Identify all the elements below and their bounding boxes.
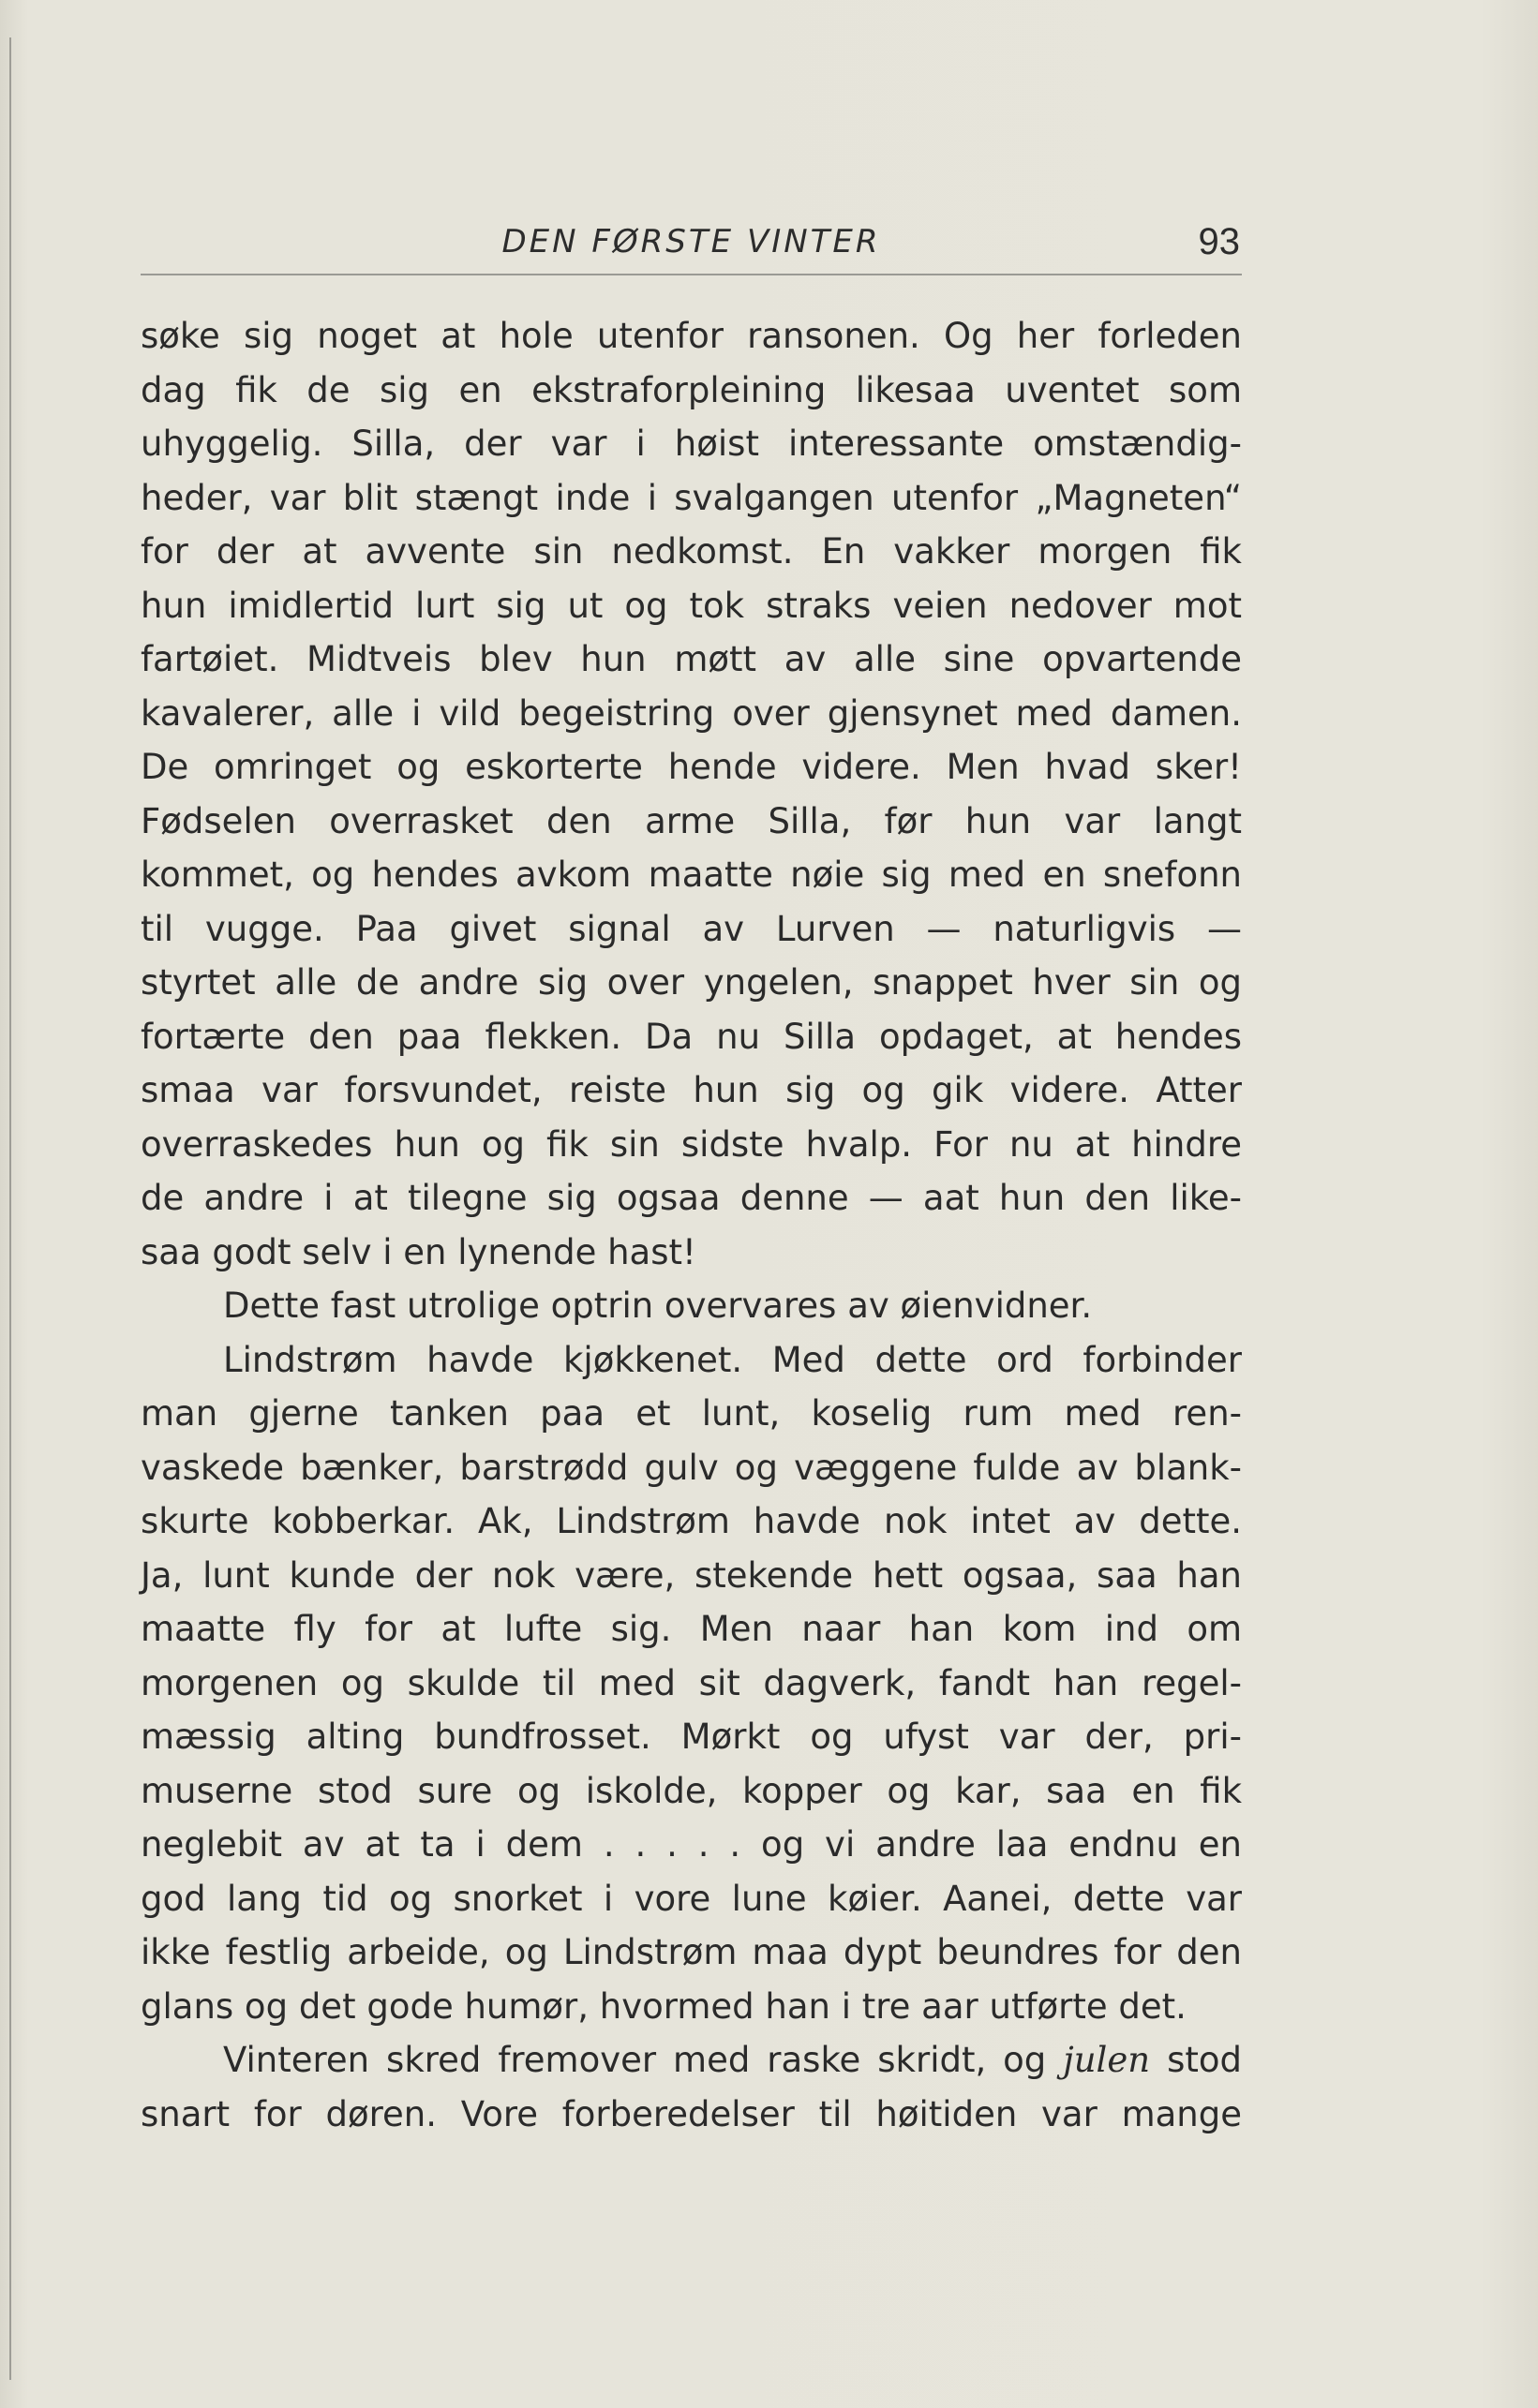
text-line: kavalerer, alle i vild begeistring over gjensynet med damen. [141,692,1242,734]
text-line: smaa var forsvundet, reiste hun sig og gik videre. Atter [141,1070,1242,1110]
line-text: Vinteren skred fremover med raske skridt, og [223,2040,1047,2080]
text-line: for der at avvente sin nedkomst. En vakker morgen fik [141,531,1242,572]
text-line: hun imidlertid lurt sig ut og tok straks veien nedover mot [141,585,1242,626]
text-line: De omringet og eskorterte hende videre. Men hvad sker! [141,747,1242,787]
text-line: neglebit av at ta i dem . . . . . og vi andre laa endnu en [141,1824,1242,1865]
text-line: saa godt selv i en lynende hast! [141,1231,696,1272]
text-line: glans og det gode humør, hvormed han i tre aar utførte det. [141,1985,1187,2027]
body-text [141,309,1242,2141]
text-line: uhyggelig. Silla, der var i høist interessante omstændig- [141,424,1242,464]
text-line: styrtet alle de andre sig over yngelen, snappet hver sin og [141,962,1242,1003]
text-line: de andre i at tilegne sig ogsaa denne — aat hun den like- [141,1178,1242,1218]
paragraph-start-line: Dette fast utrolige optrin overvares av øienvidner. [223,1286,1093,1326]
text-line: Fødselen overrasket den arme Silla, før hun var langt [141,800,1242,841]
text-line: vaskede bænker, barstrødd gulv og væggene fulde av blank- [141,1447,1242,1488]
text-line: snart for døren. Vore forberedelser til høitiden var mange [141,2093,1242,2134]
paragraph-start-line: Lindstrøm havde kjøkkenet. Med dette ord forbinder [223,1339,1242,1380]
italic-word: julen [1063,2040,1151,2080]
text-line: kommet, og hendes avkom maatte nøie sig med en snefonn [141,855,1242,895]
text-line: dag fik de sig en ekstraforpleining likesaa uventet som [141,369,1242,410]
text-line: heder, var blit stængt inde i svalgangen utenfor „Magneten“ [141,477,1242,518]
binding-edge [9,37,11,2380]
text-line: ikke festlig arbeide, og Lindstrøm maa dypt beundres for den [141,1932,1242,1972]
text-line: fortærte den paa flekken. Da nu Silla opdaget, at hendes [141,1016,1242,1057]
text-line: til vugge. Paa givet signal av Lurven — naturligvis — [141,908,1242,949]
text-line: fartøiet. Midtveis blev hun møtt av alle sine opvartende [141,639,1242,679]
text-line: Ja, lunt kunde der nok være, stekende hett ogsaa, saa han [141,1554,1242,1596]
text-line: god lang tid og snorket i vore lune køier. Aanei, dette var [141,1878,1242,1919]
text-line: morgenen og skulde til med sit dagverk, fandt han regel- [141,1662,1242,1703]
line-text-tail: stod [1167,2040,1242,2080]
text-line: mæssig alting bundfrosset. Mørkt og ufyst var der, pri- [141,1717,1242,1757]
page-header [141,217,1242,275]
text-line: muserne stod sure og iskolde, kopper og kar, saa en fik [141,1770,1242,1811]
text-line: man gjerne tanken paa et lunt, koselig rum med ren- [141,1393,1242,1434]
text-line: maatte fly for at lufte sig. Men naar han kom ind om [141,1609,1242,1649]
running-title: DEN FØRSTE VINTER [501,223,881,260]
text-line: søke sig noget at hole utenfor ransonen. Og her forleden [141,316,1242,356]
paragraph-start-line [141,2033,1242,2088]
page-number: 93 [1198,221,1240,262]
text-line: overraskedes hun og fik sin sidste hvalp. For nu at hindre [141,1123,1242,1165]
text-line: skurte kobberkar. Ak, Lindstrøm havde nok intet av dette. [141,1501,1242,1541]
